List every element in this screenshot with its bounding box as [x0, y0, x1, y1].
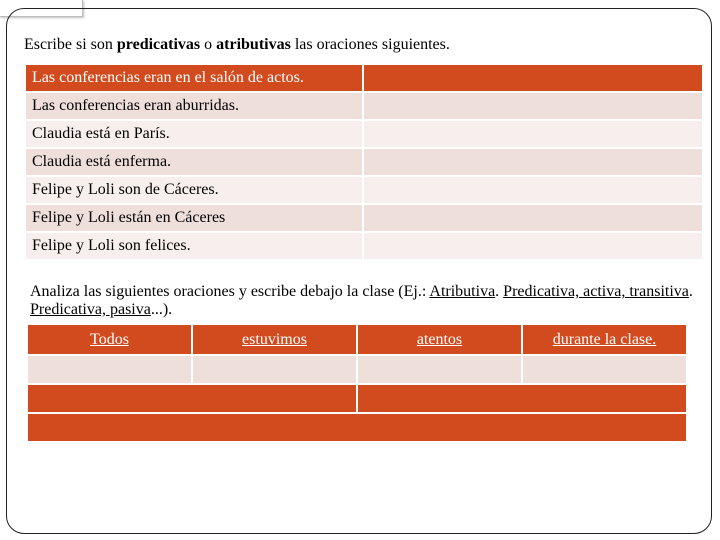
table-row	[26, 177, 702, 203]
answer-cell[interactable]	[364, 65, 702, 91]
example-atributiva: Atributiva	[429, 283, 496, 300]
analyze-instruction: Analiza las siguientes oraciones y escribe debajo la clase (Ej.: Atributiva. Predicativa, activa, transitiva. Predicativa, pasiva...).	[30, 283, 693, 318]
answer-cell[interactable]	[28, 385, 356, 412]
table-row	[26, 93, 702, 119]
analysis-table	[28, 325, 686, 443]
table-row	[26, 121, 702, 147]
sentence-cell: Claudia está en París.	[26, 121, 362, 147]
sentence-cell: Felipe y Loli están en Cáceres	[26, 205, 362, 231]
table-row	[26, 149, 702, 175]
table-row	[28, 356, 686, 383]
table-row	[26, 205, 702, 231]
answer-cell[interactable]	[193, 356, 356, 383]
instruction-keyword-predicativas: predicativas	[116, 36, 201, 53]
table-row	[28, 325, 686, 354]
sentence-cell: Felipe y Loli son de Cáceres.	[26, 177, 362, 203]
answer-cell[interactable]	[358, 356, 521, 383]
answer-cell[interactable]	[523, 356, 686, 383]
word-header: estuvimos	[193, 325, 356, 354]
sentence-cell: Claudia está enferma.	[26, 149, 362, 175]
sentence-cell: Felipe y Loli son felices.	[26, 233, 362, 259]
sentence-cell: Las conferencias eran en el salón de actos.	[26, 65, 362, 91]
example-predicativa-activa: Predicativa, activa, transitiva	[503, 283, 689, 300]
word-header: durante la clase.	[523, 325, 686, 354]
table-row	[28, 385, 686, 412]
instruction-text: Escribe si son predicativas o atributivas las oraciones siguientes.	[24, 36, 450, 53]
answer-cell[interactable]	[364, 121, 702, 147]
answer-cell[interactable]	[28, 356, 191, 383]
answer-cell[interactable]	[364, 205, 702, 231]
sentence-cell: Las conferencias eran aburridas.	[26, 93, 362, 119]
table-row	[26, 65, 702, 91]
example-predicativa-pasiva: Predicativa, pasiva	[30, 301, 151, 318]
answer-cell[interactable]	[364, 149, 702, 175]
table-row	[26, 233, 702, 259]
answer-cell[interactable]	[364, 93, 702, 119]
answer-cell[interactable]	[28, 414, 686, 441]
instruction-keyword-atributivas: atributivas	[216, 36, 291, 53]
answer-cell[interactable]	[364, 177, 702, 203]
sentences-table	[24, 63, 704, 261]
answer-cell[interactable]	[364, 233, 702, 259]
table-row	[28, 414, 686, 441]
answer-cell[interactable]	[358, 385, 686, 412]
word-header: atentos	[358, 325, 521, 354]
word-header: Todos	[28, 325, 191, 354]
